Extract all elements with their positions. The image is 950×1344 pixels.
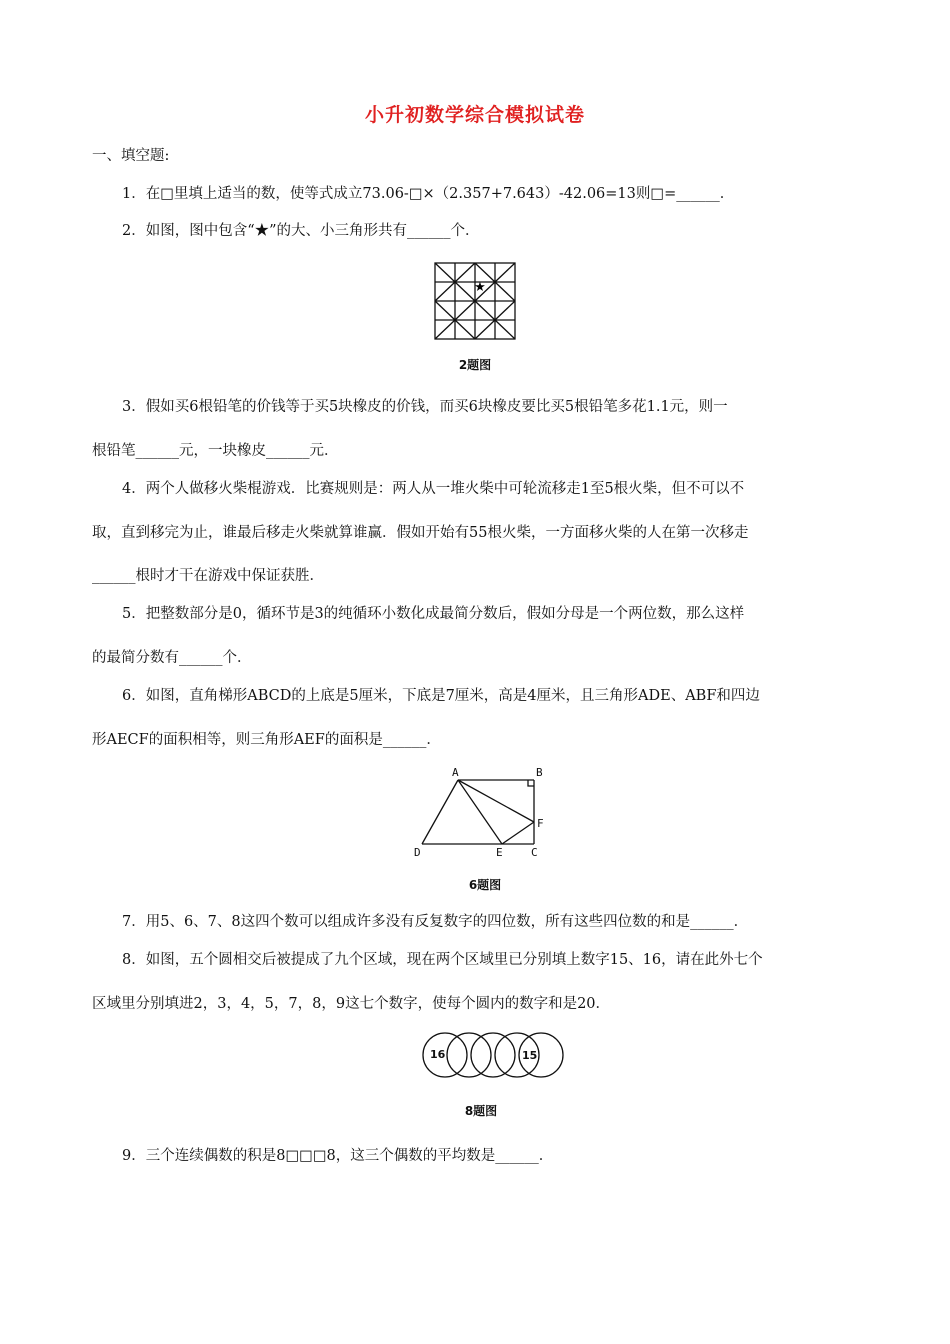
label-c: C — [531, 846, 538, 859]
question-1: 1．在□里填上适当的数，使等式成立73.06-□×（2.357+7.643）-42.06=13则□=______． — [122, 186, 735, 202]
section-heading: 一、填空题: — [92, 148, 170, 164]
label-b: B — [536, 766, 543, 779]
question-3-line-2: 根铅笔______元，一块橡皮______元． — [92, 443, 339, 459]
number-15: 15 — [522, 1049, 538, 1062]
figure-2 — [430, 258, 520, 374]
label-e: E — [496, 846, 503, 859]
question-4-line-2: 取，直到移完为止，谁最后移走火柴就算谁赢．假如开始有55根火柴，一方面移火柴的人在第一次移走 — [92, 525, 749, 541]
question-2: 2．如图，图中包含“★”的大、小三角形共有______个． — [122, 223, 480, 239]
label-d: D — [414, 846, 421, 859]
question-4-line-1: 4．两个人做移火柴棍游戏．比赛规则是：两人从一堆火柴中可轮流移走1至5根火柴，但不可以不 — [122, 481, 745, 497]
number-16: 16 — [430, 1048, 446, 1061]
question-4-line-3: ______根时才干在游戏中保证获胜． — [92, 568, 324, 584]
figure-2-drawing — [430, 258, 520, 344]
question-3-line-1: 3．假如买6根铅笔的价钱等于买5块橡皮的价钱，而买6块橡皮要比买5根铅笔多花1.1元，则一 — [122, 399, 728, 415]
figure-2-caption: 2题图 — [458, 358, 492, 372]
label-f: F — [537, 817, 544, 830]
question-9: 9．三个连续偶数的积是8□□□8，这三个偶数的平均数是______． — [122, 1148, 554, 1164]
figure-6-caption: 6题图 — [468, 878, 502, 892]
question-8-line-1: 8．如图，五个圆相交后被提成了九个区域，现在两个区域里已分别填上数字15、16，请在此外七个 — [122, 952, 763, 968]
label-a: A — [452, 766, 459, 779]
figure-8 — [416, 1026, 566, 1116]
question-6-line-2: 形AECF的面积相等，则三角形AEF的面积是______． — [92, 732, 441, 748]
question-5-line-2: 的最简分数有______个． — [92, 650, 252, 666]
figure-8-drawing — [416, 1026, 566, 1084]
figure-8-caption: 8题图 — [464, 1104, 498, 1118]
figure-6 — [410, 764, 560, 894]
figure-6-drawing — [410, 764, 560, 860]
question-7: 7．用5、6、7、8这四个数可以组成许多没有反复数字的四位数，所有这些四位数的和是______． — [122, 914, 749, 930]
question-8-line-2: 区域里分别填进2，3，4，5，7，8，9这七个数字，使每个圆内的数字和是20． — [92, 996, 611, 1012]
question-6-line-1: 6．如图，直角梯形ABCD的上底是5厘米，下底是7厘米，高是4厘米，且三角形ADE、ABF和四边 — [122, 688, 760, 704]
question-5-line-1: 5．把整数部分是0，循环节是3的纯循环小数化成最简分数后，假如分母是一个两位数，那么这样 — [122, 606, 745, 622]
page-title: 小升初数学综合模拟试卷 — [364, 104, 585, 126]
star-icon: ★ — [474, 280, 486, 295]
